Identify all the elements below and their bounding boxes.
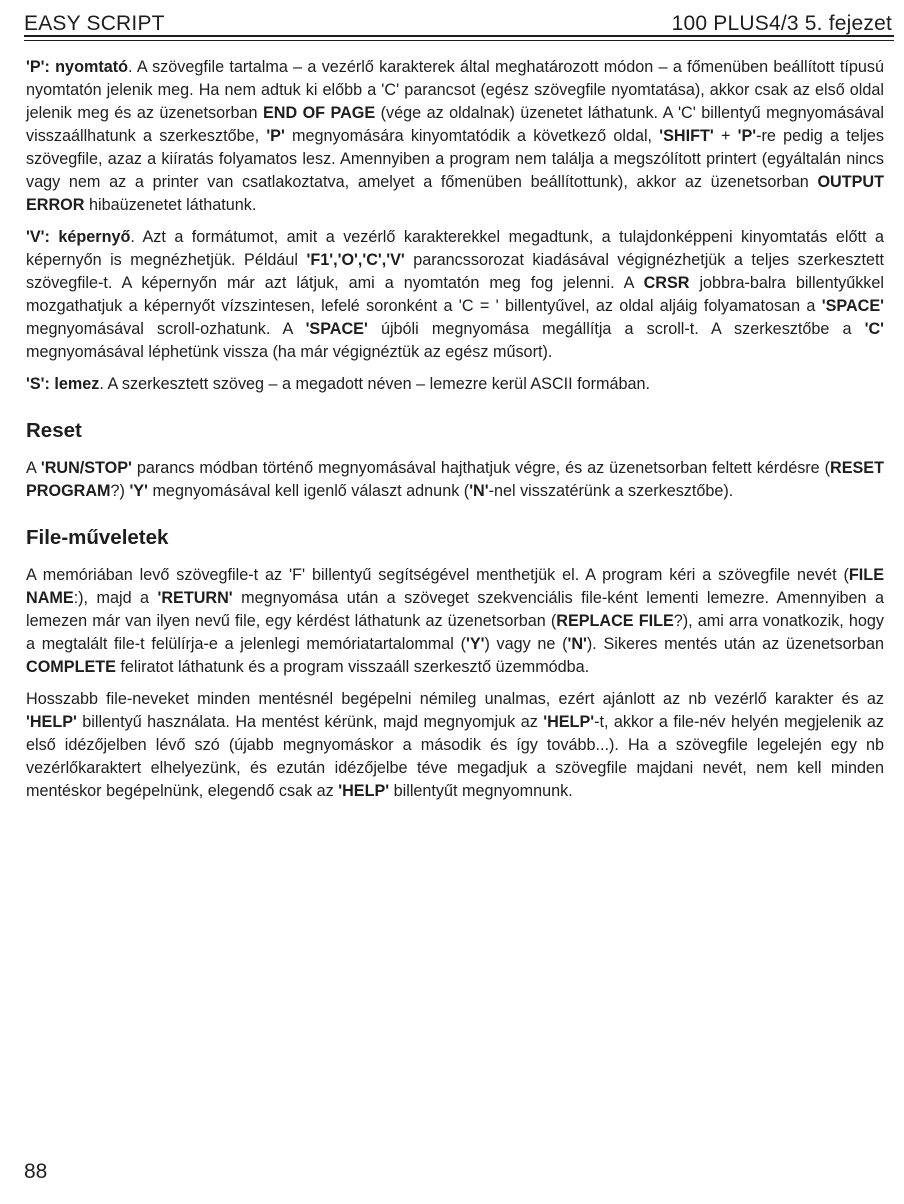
text-run: . Azt a formátumot, amit a vezérlő karakterekkel megadtunk, a tulajdonképpeni kinyomtatás előtt a képernyőn is megnézhetjük. Például [26,228,884,269]
bold-text-run: 'SPACE' [305,320,368,338]
header-book-title: EASY SCRIPT [24,12,165,35]
bold-text-run: 'HELP' [26,713,77,731]
page-body [26,56,884,812]
bold-text-run: lemez [54,375,100,393]
paragraph-file-save [26,564,884,679]
text-run: megnyomásával scroll-ozhatunk. A [26,320,306,338]
text-run: hibaüzenetet láthatunk. [84,196,257,214]
text-run: megnyomására kinyomtatódik a következő oldal, [284,127,660,145]
header-rule-thin [24,40,894,41]
text-run: -nel visszatérünk a szerkesztőbe). [488,482,734,500]
text-run: megnyomásával léphetünk vissza (ha már végignéztük az egész műsort). [26,343,553,361]
text-run: -t, akkor a file-név helyén megjelenik az első idézőjelben lévő szó (újabb megnyomáskor a második és így tovább...). Ha a szövegfile legelején egy nb vezérlőkaraktert elhelyezünk, és ezután idézőjelbe téve megadjuk a szövegfile majdani nevét, nem kell minden mentéskor begépelnünk, elegendő csak az [26,713,884,800]
paragraph-screen-command [26,226,884,364]
section-heading-reset: Reset [26,419,82,442]
bold-text-run: END OF PAGE [262,104,376,122]
text-run: billentyűt megnyomnunk. [389,782,573,800]
header-chapter: 100 PLUS4/3 5. fejezet [671,12,892,35]
bold-text-run: 'SHIFT' [659,127,714,145]
text-run: billentyű használata. Ha mentést kérünk, majd megnyomjuk az [76,713,544,731]
bold-text-run: 'P': [26,58,56,76]
bold-text-run: 'P' [266,127,285,145]
bold-text-run: OUTPUT ERROR [26,173,884,214]
bold-text-run: 'SPACE' [821,297,884,315]
header-rule-thick [24,35,894,37]
text-run: feliratot láthatunk és a program visszaáll szerkesztő üzemmódba. [115,658,590,676]
paragraph-disk-command [26,373,884,396]
text-run: A [26,459,41,477]
bold-text-run: 'HELP' [338,782,390,800]
text-run: újbóli megnyomása megállítja a scroll-t. A szerkesztőbe a [367,320,865,338]
paragraph-print-command [26,56,884,217]
bold-text-run: REPLACE FILE [556,612,674,630]
text-run: ?) [110,482,130,500]
bold-text-run: 'P' [737,127,757,145]
text-run: megnyomásával kell igenlő választ adnunk ( [147,482,470,500]
bold-text-run: 'HELP' [543,713,595,731]
bold-text-run: FILE NAME [26,566,884,607]
text-run: ?), ami arra vonatkozik, hogy a megtalált file-t felülírja-e a jelenlegi memóriatartalommal ( [26,612,884,653]
text-run: . A szövegfile tartalma – a vezérlő karakterek által meghatározott módon – a főmenüben beállított típusú nyomtatón jelenik meg. Ha nem adtuk ki előbb a 'C' parancsot (egész szövegfile nyomtatása), akkor csak az első oldal jelenik meg és az üzenetsorban [26,58,884,122]
text-run: A memóriában levő szövegfile-t az 'F' billentyű segítségével menthetjük el. A program kéri a szövegfile nevét ( [26,566,849,584]
text-run: + [713,127,738,145]
bold-text-run: 'V': [26,228,59,246]
bold-text-run: 'Y' [129,482,148,500]
text-run: Hosszabb file-neveket minden mentésnél begépelni némileg unalmas, ezért ajánlott az nb vezérlő karakter és az [26,690,884,708]
running-header [24,4,892,36]
page-number: 88 [24,1160,48,1183]
text-run: ) vagy ne ( [484,635,568,653]
text-run: parancssorozat kiadásával végignézhetjük a teljes szerkesztett szövegfile-t. A képernyőn már azt látjuk, ami a nyomtatón meg fog jelenni. A [26,251,884,292]
bold-text-run: 'C' [864,320,884,338]
text-run: (vége az oldalnak) üzenetet láthatunk. A 'C' billentyű megnyomásával visszaállhatunk a szerkesztőbe, [26,104,884,145]
section-heading-file-operations: File-műveletek [26,526,169,549]
bold-text-run: 'S': [26,375,55,393]
bold-text-run: képernyő [58,228,131,246]
text-run: -re pedig a teljes szövegfile, azaz a kiíratás folyamatos lesz. Amennyiben a program nem találja a megszólított printert (egyáltalán nincs vagy nem az a printer van csatlakoztatva, amelyet a főmenüben beállítottunk), akkor az üzenetsorban [26,127,884,191]
text-run: parancs módban történő megnyomásával hajthatjuk végre, és az üzenetsorban feltett kérdésre ( [131,459,831,477]
text-run: ). Sikeres mentés után az üzenetsorban [586,635,884,653]
bold-text-run: RESET PROGRAM [26,459,884,500]
text-run: jobbra-balra billentyűkkel mozgathatjuk a képernyőt vízszintesen, lefelé soronként a 'C = ' billentyűvel, az oldal aljáig folyamatosan a [26,274,884,315]
bold-text-run: 'RUN/STOP' [40,459,132,477]
bold-text-run: 'N' [567,635,587,653]
bold-text-run: 'N' [469,482,489,500]
bold-text-run: COMPLETE [26,658,116,676]
bold-text-run: CRSR [643,274,690,292]
text-run: . A szerkesztett szöveg – a megadott néven – lemezre kerül ASCII formában. [99,375,651,393]
paragraph-reset [26,457,884,503]
bold-text-run: 'F1','O','C','V' [306,251,405,269]
text-run: :), majd a [73,589,158,607]
bold-text-run: nyomtató [55,58,129,76]
bold-text-run: 'Y' [465,635,485,653]
bold-text-run: 'RETURN' [157,589,233,607]
paragraph-file-help [26,688,884,803]
text-run: megnyomása után a szöveget szekvenciális file-ként lementi lemezre. Amennyiben a lemezen már van ilyen nevű file, egy kérdést láthatunk az üzenetsorban ( [26,589,884,630]
